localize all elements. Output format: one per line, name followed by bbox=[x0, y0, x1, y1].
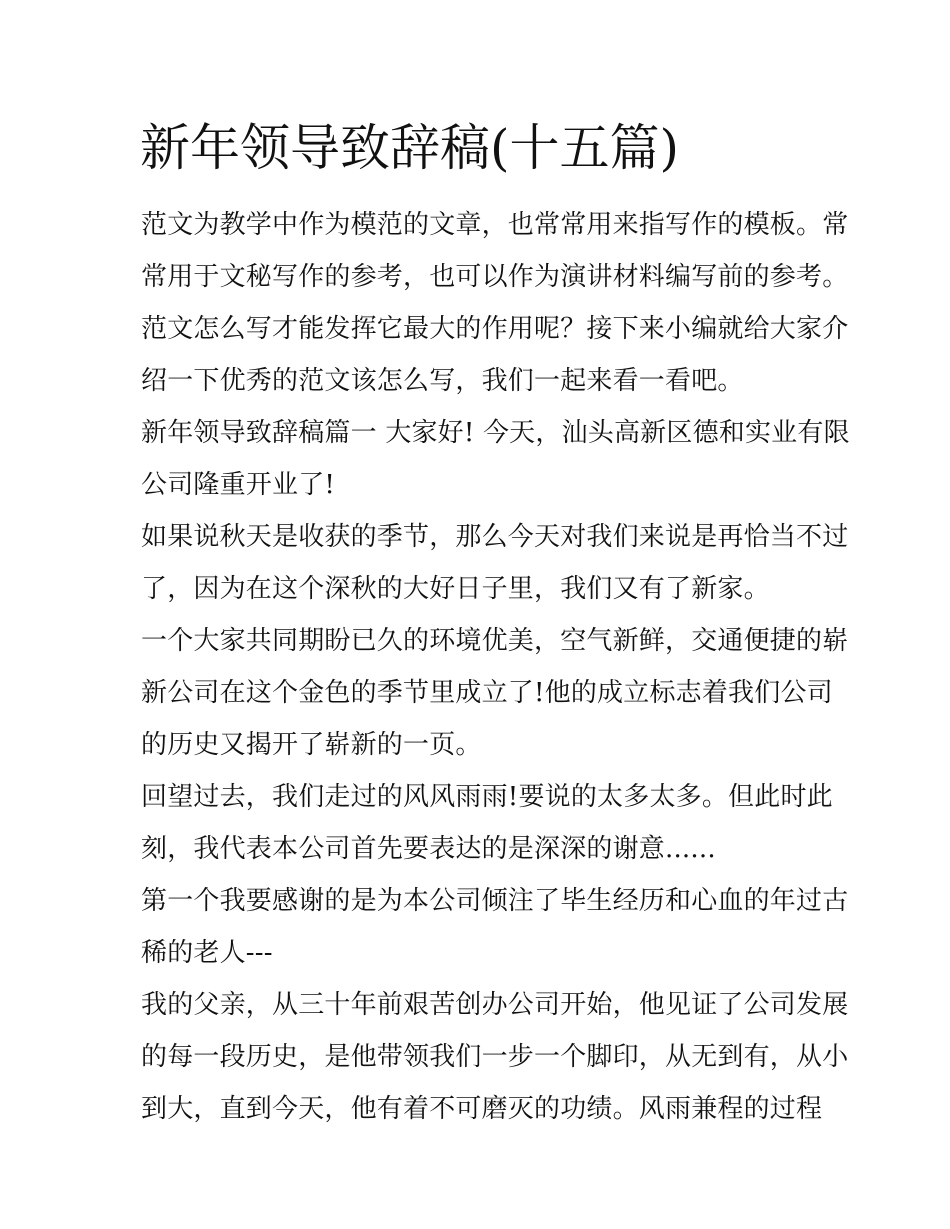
document-body bbox=[141, 199, 850, 1135]
text-line: 绍一下优秀的范文该怎么写，我们一起来看一看吧。 bbox=[141, 366, 744, 396]
text-line: 了，因为在这个深秋的大好日子里，我们又有了新家。 bbox=[141, 574, 770, 604]
text-line: 我的父亲，从三十年前艰苦创办公司开始，他见证了公司发展 bbox=[141, 990, 849, 1020]
text-line: 范文怎么写才能发挥它最大的作用呢？接下来小编就给大家介 bbox=[141, 314, 849, 344]
text-line: 范文为教学中作为模范的文章，也常常用来指写作的模板。常 bbox=[141, 210, 849, 240]
text-line: 常用于文秘写作的参考，也可以作为演讲材料编写前的参考。 bbox=[141, 262, 849, 292]
text-line: 的每一段历史，是他带领我们一步一个脚印，从无到有，从小 bbox=[141, 1042, 849, 1072]
text-line: 公司隆重开业了! bbox=[141, 470, 336, 500]
text-line: 一个大家共同期盼已久的环境优美，空气新鲜，交通便捷的崭 bbox=[141, 626, 849, 656]
document-title: 新年领导致辞稿(十五篇) bbox=[140, 119, 680, 177]
text-line: 到大，直到今天，他有着不可磨灭的功绩。风雨兼程的过程 bbox=[141, 1094, 823, 1124]
text-line: 刻，我代表本公司首先要表达的是深深的谢意...... bbox=[141, 834, 716, 864]
text-line: 如果说秋天是收获的季节，那么今天对我们来说是再恰当不过 bbox=[141, 522, 849, 552]
text-line: 新公司在这个金色的季节里成立了!他的成立标志着我们公司 bbox=[141, 678, 833, 708]
text-line: 的历史又揭开了崭新的一页。 bbox=[141, 730, 482, 760]
text-line: 新年领导致辞稿篇一 大家好! 今天，汕头高新区德和实业有限 bbox=[141, 418, 850, 448]
text-line: 稀的老人--- bbox=[141, 938, 273, 968]
text-line: 回望过去，我们走过的风风雨雨!要说的太多太多。但此时此 bbox=[141, 782, 833, 812]
text-line: 第一个我要感谢的是为本公司倾注了毕生经历和心血的年过古 bbox=[141, 886, 849, 916]
